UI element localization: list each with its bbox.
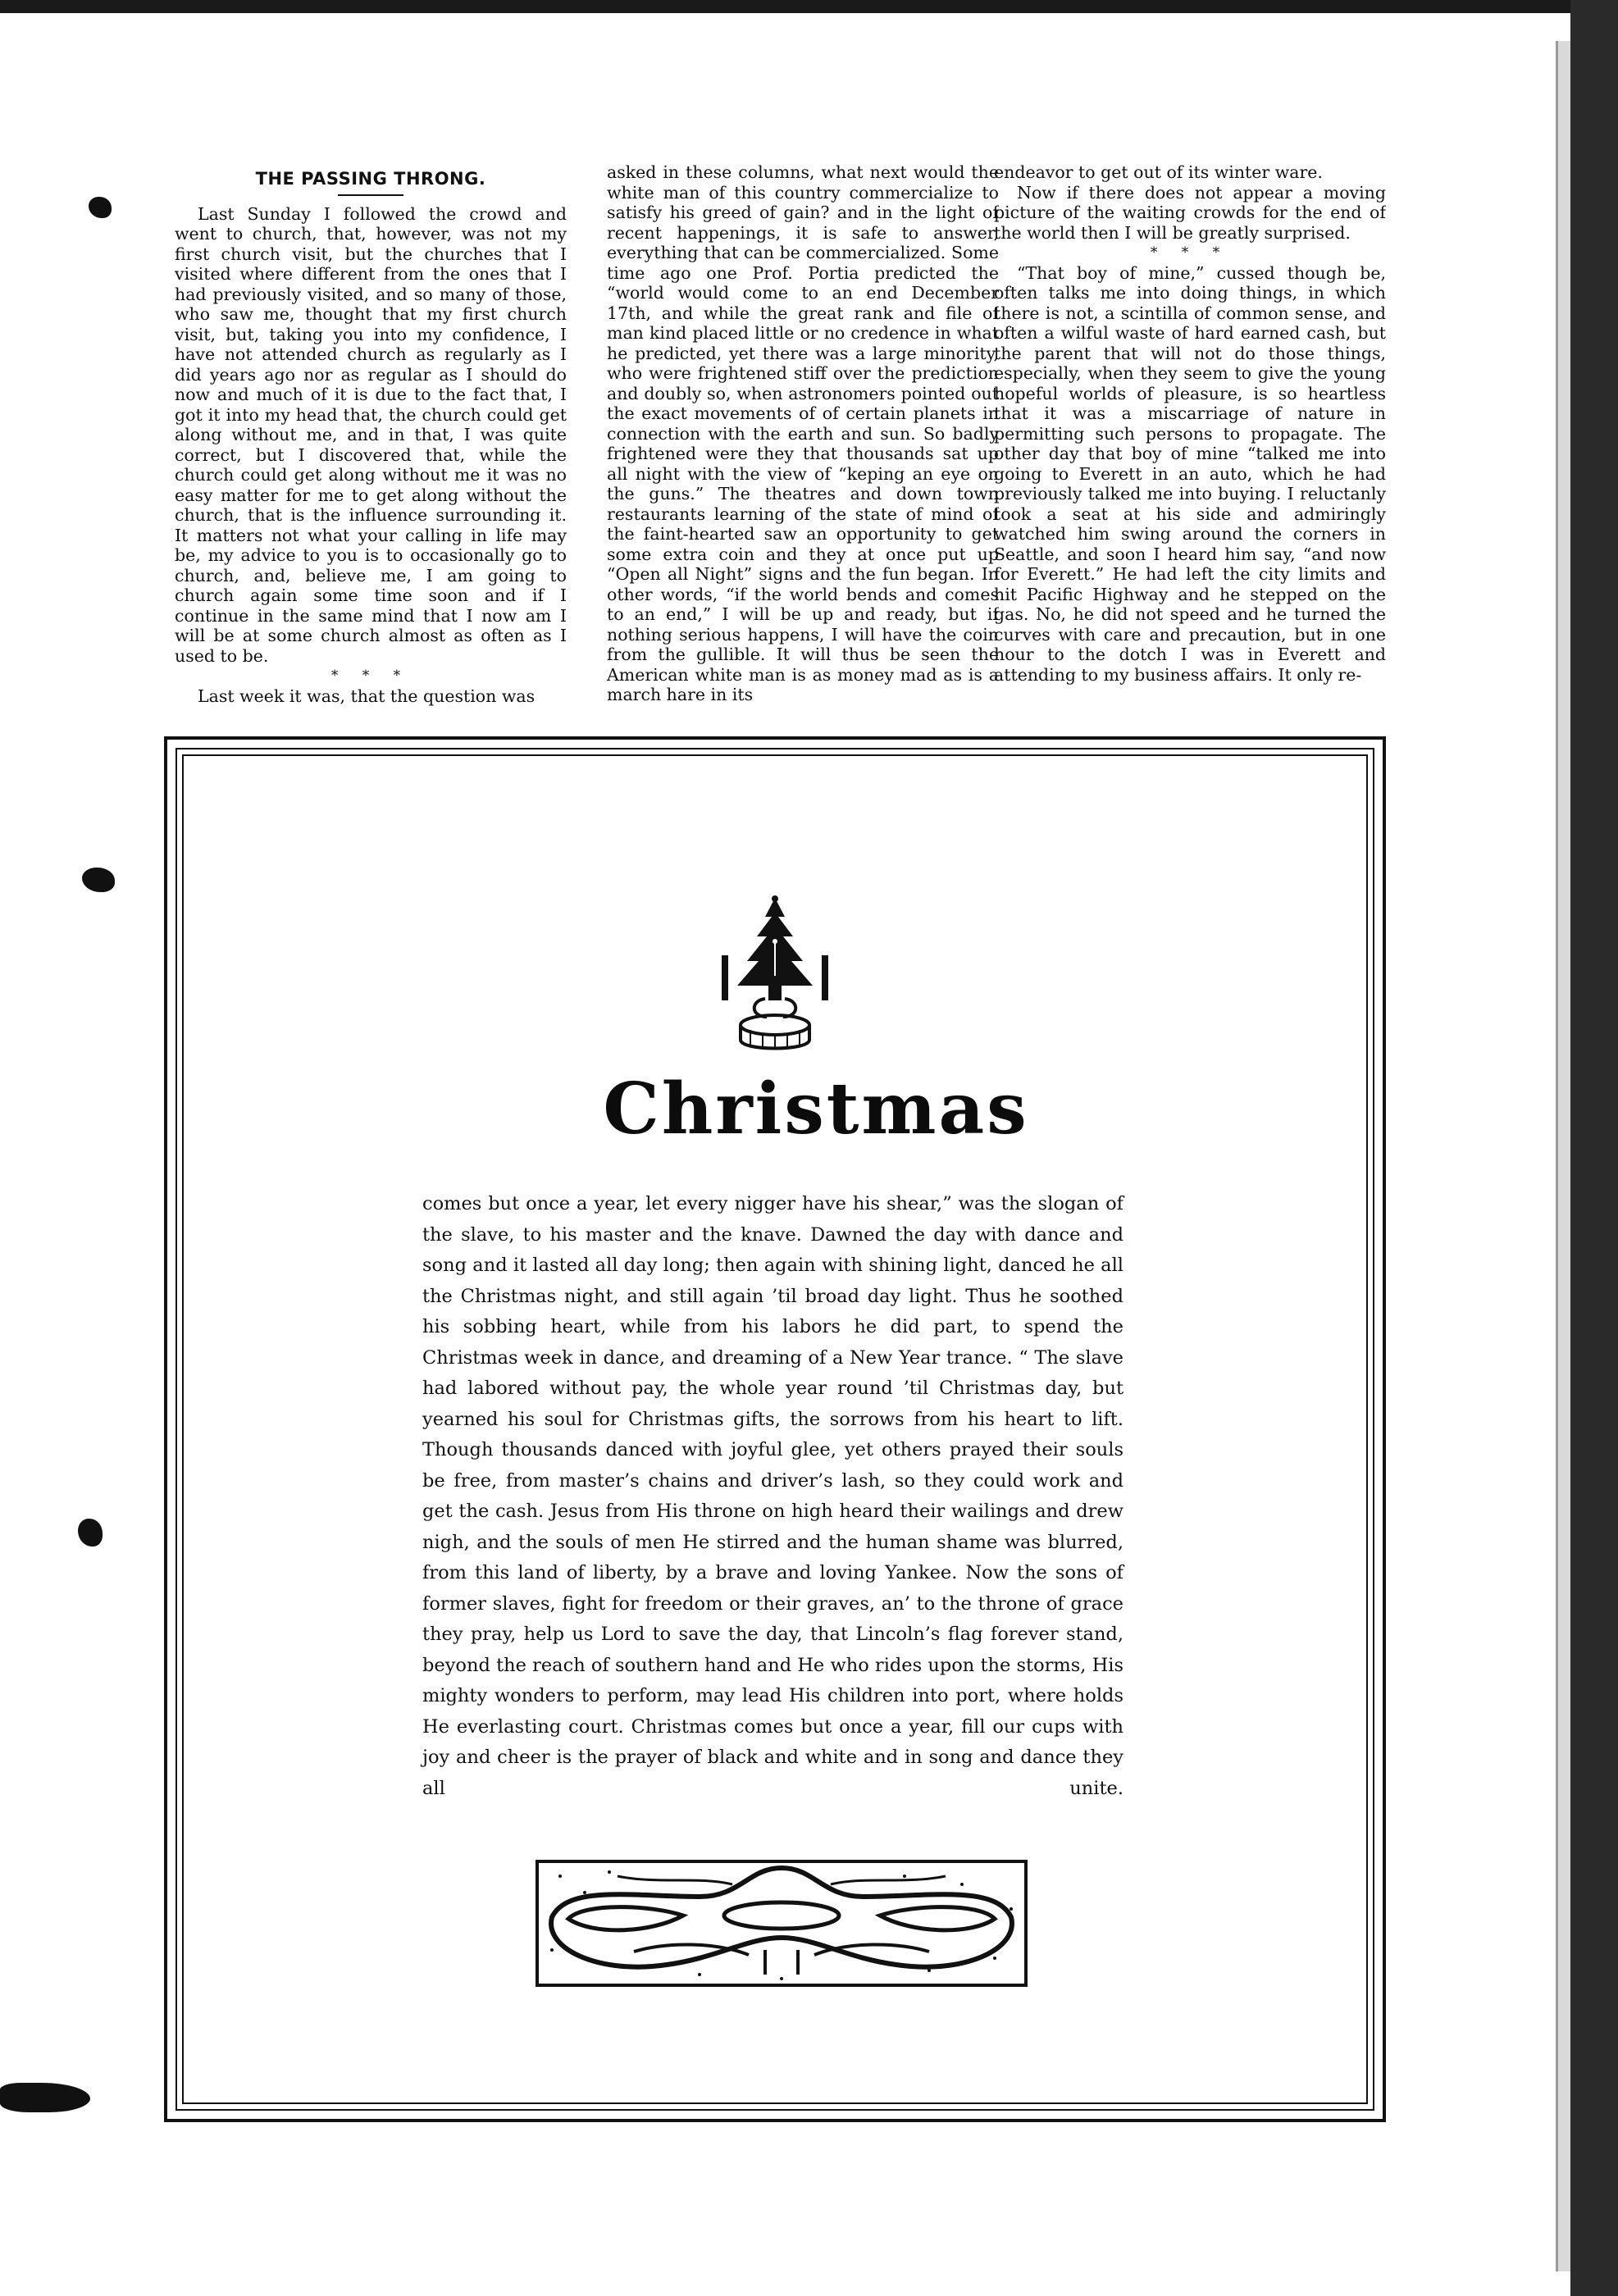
scan-edge-right [1570, 0, 1618, 2296]
ink-blot [82, 868, 115, 892]
title-rule [338, 194, 403, 196]
christmas-heading: Christmas [603, 1068, 1029, 1150]
article-column-2 [607, 162, 999, 728]
article-column-1 [175, 162, 567, 728]
paragraph: Last week it was, that the question was [198, 686, 536, 706]
paragraph: asked in these columns, what next would the white man of this country commercialize to satisfy his greed of gain? and in the light of recent happenings, it is safe to answer, everything that can be commercialized. Some time ago one Prof. Portia predicted the “world would come to an end December 17th, and while the great rank and file of man kind placed little or no credence in what he predicted, yet there was a large minority, who were frightened stiff over the prediction and doubly so, when astronomers pointed out the exact movements of of certain planets in connection with the earth and sun. So badly frightened were they that thousands sat up all night with the view of “keping an eye on the guns.” The theatres and down town restaurants learning of the state of mind of the faint-hearted saw an opportunity to get some extra coin and they at once put up “Open all Night” signs and the fun began. In other words, “if the world bends and comes to an end,” I will be up and ready, but if nothing serious happens, I will have the coin from the gullible. It will thus be seen the American white man is as money mad as is a march hare in its [607, 162, 999, 704]
paragraph: endeavor to get out of its winter ware. [994, 162, 1323, 182]
paragraph: “That boy of mine,” cussed though be, often talks me into doing things, in which there is not, a scintilla of common sense, and often a wilful waste of hard earned cash, but the parent that will not do those things, especially, when they seem to give the young hopeful worlds of pleasure, is so heartless that it was a miscarriage of nature in permitting such persons to propagate. The other day that boy of mine “talked me into going to Everett in an auto, which he had previously talked me into buying. I reluctanly took a seat at his side and admiringly watched him swing around the corners in Seattle, and soon I heard him say, “and now for Everett.” He had left the city limits and hit Pacific Highway and he stepped on the gas. No, he did not speed and he turned the curves with care and precaution, but in one hour to the dotch I was in Everett and attending to my business affairs. It only re- [994, 262, 1386, 685]
christmas-tree-icon [718, 894, 832, 1054]
christmas-text [422, 1189, 1123, 1820]
scan-edge-top [0, 0, 1618, 13]
section-separator: * * * [330, 667, 411, 684]
section-separator: * * * [1150, 244, 1230, 261]
christmas-paragraph: comes but once a year, let every nigger have his shear,” was the slogan of the slave, to his master and the knave. Dawned the day with dance and song and it lasted all day long; then again with shining light, danced he all the Christmas night, and still again ’til broad day light. Thus he soothed his sobbing heart, while from his labors he did part, to spend the Christmas week in dance, and dreaming of a New Year trance. “ The slave had labored without pay, the whole year round ’til Christmas day, but yearned his soul for Christmas gifts, the sorrows from his heart to lift. Though thousands danced with joyful glee, yet others prayed their souls be free, from master’s chains and driver’s lash, so they could work and get the cash. Jesus from His throne on high heard their wailings and drew nigh, and the souls of men He stirred and the human shame was blurred, from this land of liberty, by a brave and loving Yankee. Now the sons of former slaves, fight for freedom or their graves, an’ to the throne of grace they pray, help us Lord to save the day, that Lincoln’s flag forever stand, beyond the reach of southern hand and He who rides upon the storms, His mighty wonders to perform, may lead His children into port, where holds He everlasting court. Christmas comes but once a year, fill our cups with joy and cheer is the prayer of black and white and in song and dance they all unite. [422, 1193, 1123, 1799]
column-title: THE PASSING THRONG. [255, 169, 486, 189]
paragraph: Last Sunday I followed the crowd and went to church, that, however, was not my first church visit, but the churches that I visited where different from the ones that I had previously visited, and so many of those, who saw me, thought that my first church visit, but, taking you into my confidence, I have not attended church as regularly as I did years ago nor as regular as I should do now and much of it is due to the fact that, I got it into my head that, the church could get along without me, and in that, I was quite correct, but I discovered that, while the church could get along without me it was no easy matter for me to get along without the church, that is the influence surrounding it. It matters not what your calling in life may be, my advice to you is to occasionally go to church, and, believe me, I am going to church again some time soon and if I continue in the same mind that I now am I will be at some church almost as often as I used to be. [175, 203, 567, 666]
ink-blot [89, 197, 112, 218]
ink-blot [0, 2083, 90, 2112]
paragraph: Now if there does not appear a moving picture of the waiting crowds for the end of the world then I will be greatly surprised. [994, 182, 1386, 243]
article-column-3 [994, 162, 1386, 728]
ink-blot [78, 1519, 103, 1547]
art-nouveau-ornament [536, 1860, 1028, 1987]
